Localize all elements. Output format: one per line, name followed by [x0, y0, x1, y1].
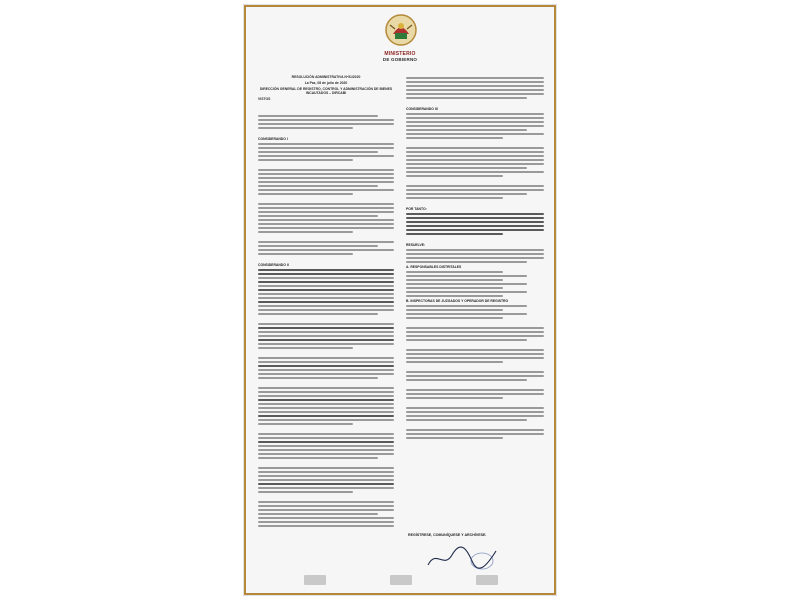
document-header — [244, 11, 556, 71]
por-tanto-label: POR TANTO: — [406, 207, 427, 212]
considerando-3-label: CONSIDERANDO III — [406, 107, 438, 111]
responsables-distritales-label: A. RESPONSABLES DISTRITALES — [406, 265, 462, 270]
left-column-text — [258, 113, 394, 573]
inspectoras-juzgados-label: B. INSPECTORAS DE JUZGADOS Y OPERADOR DE REGISTRO — [406, 299, 509, 304]
footer-logo-center — [390, 575, 412, 585]
resolution-number: RESOLUCIÓN ADMINISTRATIVA Nº51/2020 — [291, 75, 361, 79]
footer-logo-right — [476, 575, 498, 585]
ministry-subtitle: DE GOBIERNO — [382, 57, 418, 62]
registrese-label: REGÍSTRESE, COMUNÍQUESE Y ARCHÍVESE. — [408, 533, 487, 537]
resolution-place-date: La Paz, 08 de julio de 2020 — [304, 80, 348, 85]
signature-icon — [422, 543, 502, 573]
right-column-text — [406, 75, 544, 560]
resolution-intro — [258, 75, 394, 102]
resolution-heading: DIRECCIÓN GENERAL DE REGISTRO, CONTROL Y ADMINISTRACIÓN DE BIENES INCAUTADOS – DIRCABI — [259, 86, 393, 95]
resuelve-label: RESUELVE: — [406, 243, 426, 248]
footer-logos — [244, 571, 556, 589]
vistos-label: VISTOS — [258, 97, 271, 102]
coat-of-arms-icon — [384, 13, 418, 47]
considerando-2-label: CONSIDERANDO II — [258, 263, 289, 268]
resolution-document — [243, 4, 557, 596]
considerando-1-label: CONSIDERANDO I — [258, 137, 288, 141]
ministry-title: MINISTERIO — [384, 51, 416, 57]
footer-logo-left — [304, 575, 326, 585]
ministry-name — [244, 51, 556, 62]
